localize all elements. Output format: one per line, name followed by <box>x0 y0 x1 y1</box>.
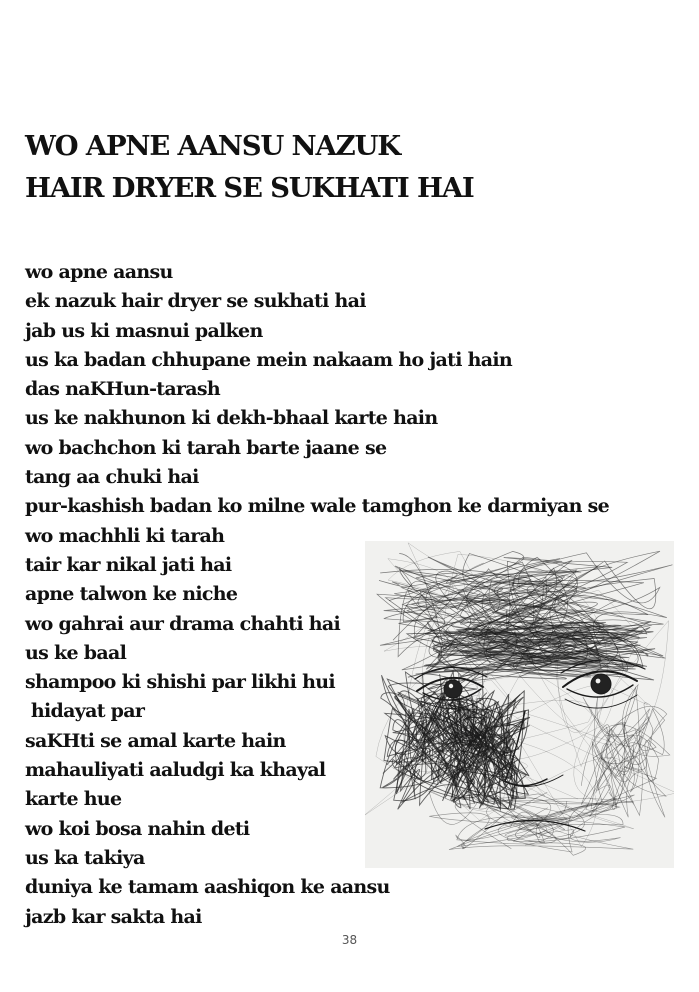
poem-line: jab us ki masnui palken <box>25 319 263 342</box>
poem-title <box>25 125 474 209</box>
poem-line: karte hue <box>25 788 122 811</box>
poem-title-line-2: HAIR DRYER SE SUKHATI HAI <box>25 172 474 204</box>
poem-line: wo koi bosa nahin deti <box>25 817 250 840</box>
poem-line: jazb kar sakta hai <box>25 905 202 928</box>
poem-line: pur-kashish badan ko milne wale tamghon ke darmiyan se <box>25 495 609 518</box>
scribbled-face-sketch-icon <box>365 541 674 868</box>
poem-line: duniya ke tamam aashiqon ke aansu <box>25 876 390 899</box>
poem-line: apne talwon ke niche <box>25 583 238 606</box>
poem-line: das naKHun-tarash <box>25 378 221 401</box>
page-number: 38 <box>341 933 358 947</box>
poem-line: us ke nakhunon ki dekh-bhaal karte hain <box>25 407 438 430</box>
poem-line: us ke baal <box>25 641 127 664</box>
poem-line: wo machhli ki tarah <box>25 524 225 547</box>
poem-line: mahauliyati aaludgi ka khayal <box>25 759 326 782</box>
poem-line: tang aa chuki hai <box>25 466 199 489</box>
poem-line: saKHti se amal karte hain <box>25 729 286 752</box>
poem-title-line-1: WO APNE AANSU NAZUK <box>25 130 400 162</box>
poem-line: us ka badan chhupane mein nakaam ho jati hain <box>25 348 512 371</box>
poem-line: ek nazuk hair dryer se sukhati hai <box>25 290 366 313</box>
poem-line: hidayat par <box>25 700 145 723</box>
poem-line: wo bachchon ki tarah barte jaane se <box>25 436 387 459</box>
poem-line: tair kar nikal jati hai <box>25 553 232 576</box>
poem-line: us ka takiya <box>25 846 145 869</box>
poem-line: wo apne aansu <box>25 261 173 283</box>
poem-line: shampoo ki shishi par likhi hui <box>25 671 335 694</box>
poem-line: wo gahrai aur drama chahti hai <box>25 612 341 635</box>
